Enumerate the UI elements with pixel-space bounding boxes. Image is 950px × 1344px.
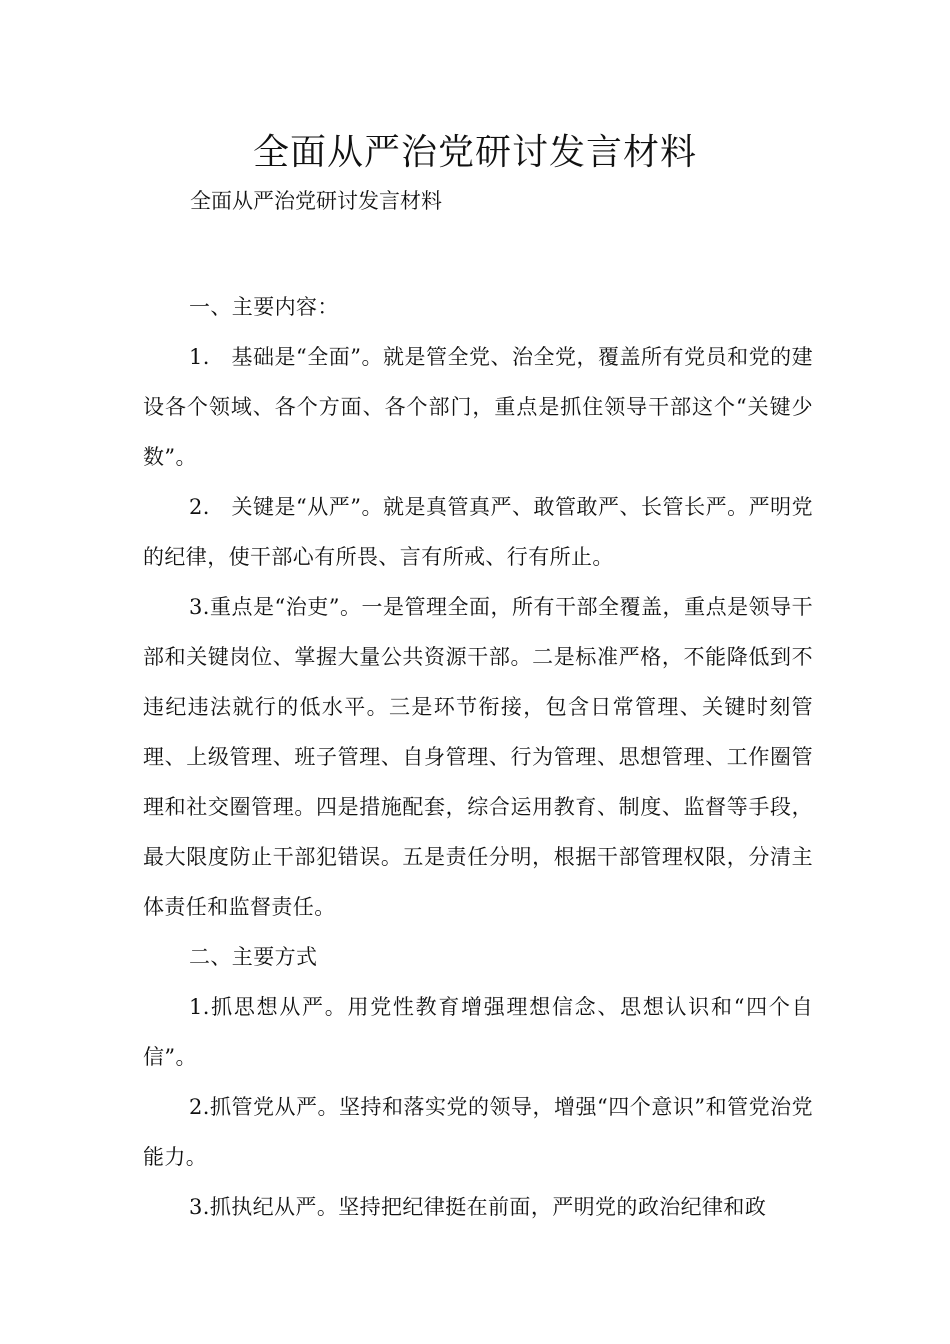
paragraph-method-2: 2.抓管党从严。坚持和落实党的领导，增强“四个意识”和管党治党能力。 (143, 1095, 813, 1169)
document-subtitle: 全面从严治党研讨发言材料 (190, 189, 442, 213)
section-heading-main-content: 一、主要内容： (189, 295, 339, 319)
document-title: 全面从严治党研讨发言材料 (252, 132, 697, 173)
section-heading-main-methods: 二、主要方式 (189, 945, 318, 969)
paragraph-method-1: 1.抓思想从严。用党性教育增强理想信念、思想认识和“四个自信”。 (143, 995, 813, 1069)
paragraph-item-3: 3.重点是“治吏”。一是管理全面，所有干部全覆盖，重点是领导干部和关键岗位、掌握大量公共资源干部。二是标准严格，不能降低到不违纪违法就行的低水平。三是环节衔接，包含日常管理、关键时刻管理、上级管理、班子管理、自身管理、行为管理、思想管理、工作圈管理和社交圈管理。四是措施配套，综合运用教育、制度、监督等手段，最大限度防止干部犯错误。五是责任分明，根据干部管理权限，分清主体责任和监督责任。 (143, 595, 813, 919)
paragraph-item-2: 2. 关键是“从严”。就是真管真严、敢管敢严、长管长严。严明党的纪律，使干部心有所畏、言有所戒、行有所止。 (143, 495, 813, 569)
paragraph-item-1: 1. 基础是“全面”。就是管全党、治全党，覆盖所有党员和党的建设各个领域、各个方面、各个部门，重点是抓住领导干部这个“关键少数”。 (143, 345, 813, 469)
paragraph-method-3: 3.抓执纪从严。坚持把纪律挺在前面，严明党的政治纪律和政 (189, 1195, 767, 1219)
document-body (143, 282, 813, 1232)
